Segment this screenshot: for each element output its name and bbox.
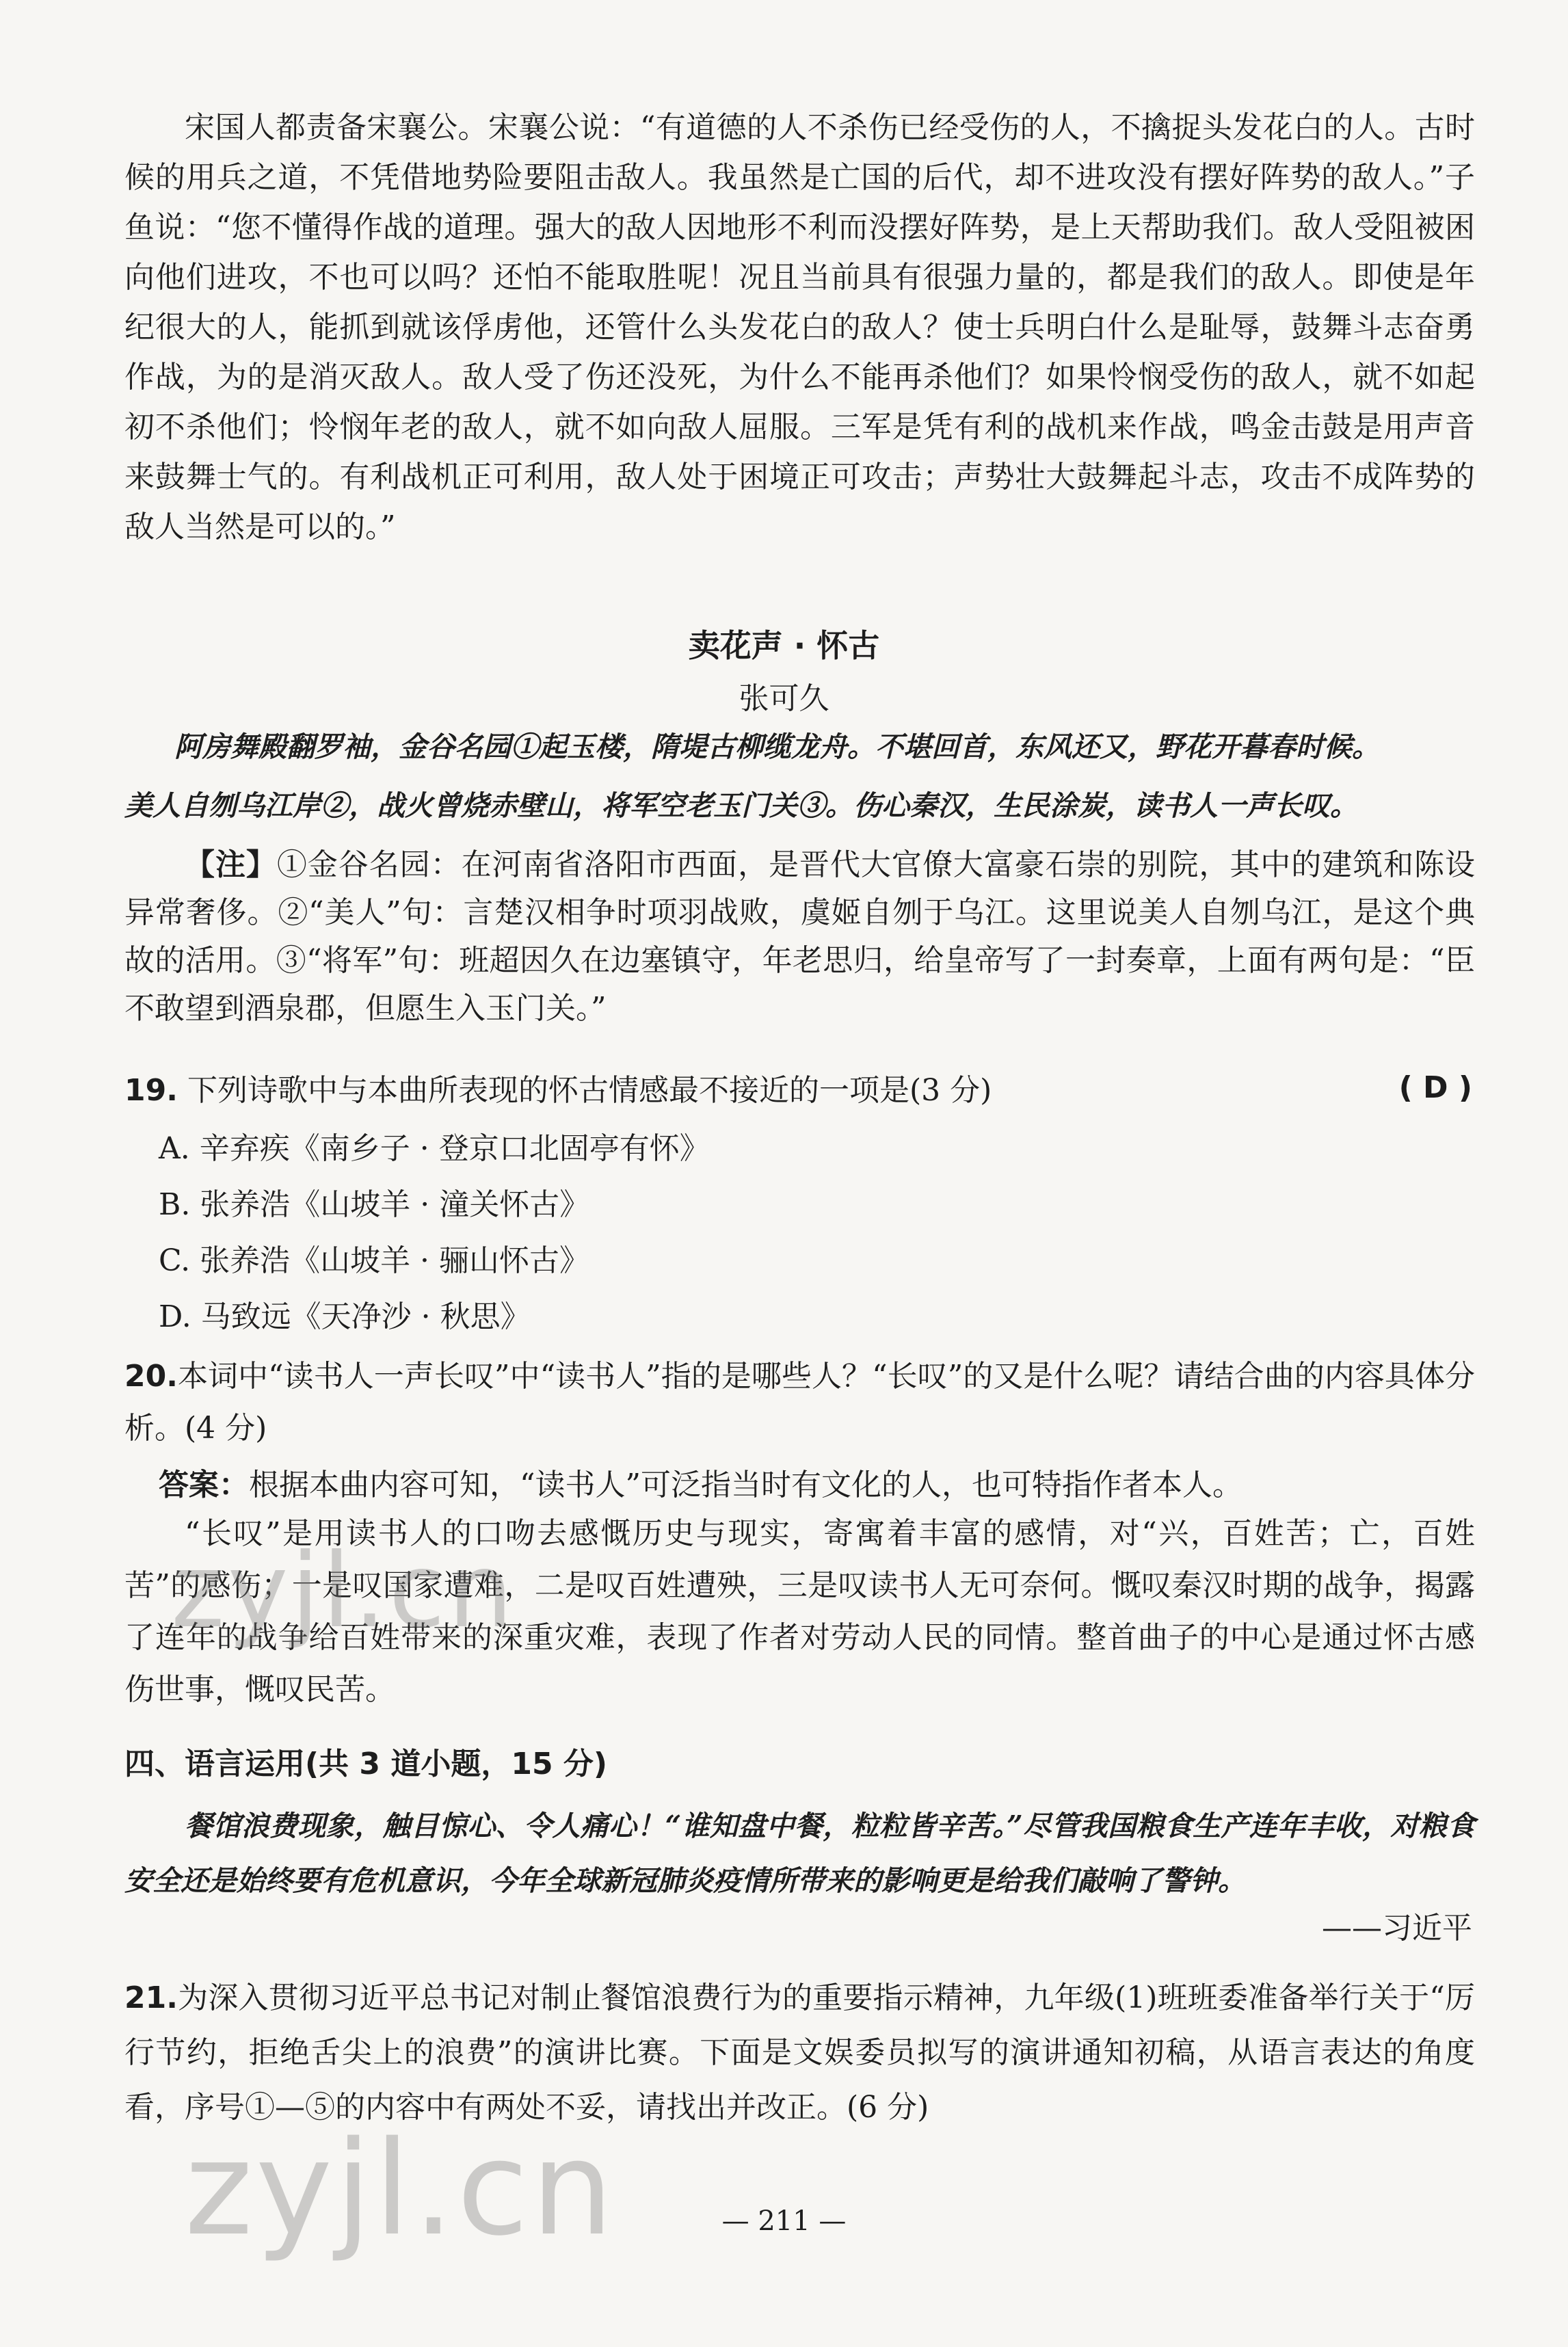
- note-label: 【注】: [185, 847, 277, 882]
- poem-line-2: 美人自刎乌江岸②，战火曾烧赤壁山，将军空老玉门关③。伤心秦汉，生民涂炭，读书人一声长叹。: [124, 789, 1358, 822]
- option-b: B. 张养浩《山坡羊 · 潼关怀古》: [159, 1187, 590, 1222]
- answer-20-paragraph-2: “长叹”是用读书人的口吻去感慨历史与现实，寄寓着丰富的感情，对“兴，百姓苦；亡，百姓苦”的感伤；一是叹国家遭难，二是叹百姓遭殃，三是叹读书人无可奈何。慨叹秦汉时期的战争，揭露了连年的战争给百姓带来的深重灾难，表现了作者对劳动人民的同情。整首曲子的中心是通过怀古感伤世事，慨叹民苦。: [124, 1516, 1475, 1707]
- question-20-text: 本词中“读书人一声长叹”中“读书人”指的是哪些人？“长叹”的又是什么呢？请结合曲的内容具体分析。(4 分): [124, 1359, 1475, 1446]
- question-19-text: 下列诗歌中与本曲所表现的怀古情感最不接近的一项是(3 分): [187, 1073, 992, 1108]
- section-4-quote: 餐馆浪费现象，触目惊心、令人痛心！“谁知盘中餐，粒粒皆辛苦。”尽管我国粮食生产连年丰收，对粮食安全还是始终要有危机意识，今年全球新冠肺炎疫情所带来的影响更是给我们敲响了警钟。: [124, 1809, 1475, 1897]
- option-d: D. 马致远《天净沙 · 秋思》: [159, 1299, 531, 1334]
- question-20: [124, 1351, 1475, 1455]
- question-19-answer: ( D ): [1398, 1070, 1472, 1105]
- answer-20-text-1: 根据本曲内容可知，“读书人”可泛指当时有文化的人，也可特指作者本人。: [249, 1468, 1243, 1502]
- question-21: [124, 1971, 1475, 2135]
- poem-line-1: 阿房舞殿翻罗袖，金谷名园①起玉楼，隋堤古柳缆龙舟。不堪回首，东风还又，野花开暮春时候。: [174, 730, 1380, 763]
- quote-attribution: ——习近平: [1322, 1911, 1472, 1946]
- section-4-title: 四、语言运用(共 3 道小题，15 分): [124, 1747, 608, 1781]
- question-19-number: 19.: [124, 1073, 178, 1108]
- translation-paragraph: 宋国人都责备宋襄公。宋襄公说：“有道德的人不杀伤已经受伤的人，不擒捉头发花白的人。古时候的用兵之道，不凭借地势险要阻击敌人。我虽然是亡国的后代，却不进攻没有摆好阵势的敌人。”子鱼说：“您不懂得作战的道理。强大的敌人因地形不利而没摆好阵势，是上天帮助我们。敌人受阻被困向他们进攻，不也可以吗？还怕不能取胜呢！况且当前具有很强力量的，都是我们的敌人。即使是年纪很大的人，能抓到就该俘虏他，还管什么头发花白的敌人？使士兵明白什么是耻辱，鼓舞斗志奋勇作战，为的是消灭敌人。敌人受了伤还没死，为什么不能再杀他们？如果怜悯受伤的敌人，就不如起初不杀他们；怜悯年老的敌人，就不如向敌人屈服。三军是凭有利的战机来作战，鸣金击鼓是用声音来鼓舞士气的。有利战机正可利用，敌人处于困境正可攻击；声势壮大鼓舞起斗志，攻击不成阵势的敌人当然是可以的。”: [124, 110, 1475, 544]
- option-a: A. 辛弃疾《南乡子 · 登京口北固亭有怀》: [159, 1131, 710, 1166]
- question-19: [124, 1070, 992, 1111]
- watermark-bottom: zyjl.cn: [185, 2113, 617, 2264]
- note-paragraph: [124, 841, 1475, 1033]
- answer-label: 答案：: [159, 1468, 249, 1502]
- answer-20-line1: [124, 1460, 1475, 1510]
- note-text: ①金谷名园：在河南省洛阳市西面，是晋代大官僚大富豪石崇的别院，其中的建筑和陈设异常奢侈。②“美人”句：言楚汉相争时项羽战败，虞姬自刎于乌江。这里说美人自刎乌江，是这个典故的活用。③“将军”句：班超因久在边塞镇守，年老思归，给皇帝写了一封奏章，上面有两句是：“臣不敢望到酒泉郡，但愿生入玉门关。”: [124, 847, 1476, 1026]
- question-21-text: 为深入贯彻习近平总书记对制止餐馆浪费行为的重要指示精神，九年级(1)班班委准备举行关于“厉行节约，拒绝舌尖上的浪费”的演讲比赛。下面是文娱委员拟写的演讲通知初稿，从语言表达的角度看，序号①—⑤的内容中有两处不妥，请找出并改正。(6 分): [124, 1980, 1475, 2125]
- poem-title: 卖花声 · 怀古: [688, 627, 880, 664]
- option-c: C. 张养浩《山坡羊 · 骊山怀古》: [159, 1243, 590, 1278]
- question-20-number: 20.: [124, 1359, 178, 1394]
- page-number: — 211 —: [721, 2205, 847, 2237]
- question-21-number: 21.: [124, 1980, 178, 2015]
- poem-author: 张可久: [739, 681, 829, 716]
- watermark-mid: zyjl.cn: [171, 1532, 516, 1651]
